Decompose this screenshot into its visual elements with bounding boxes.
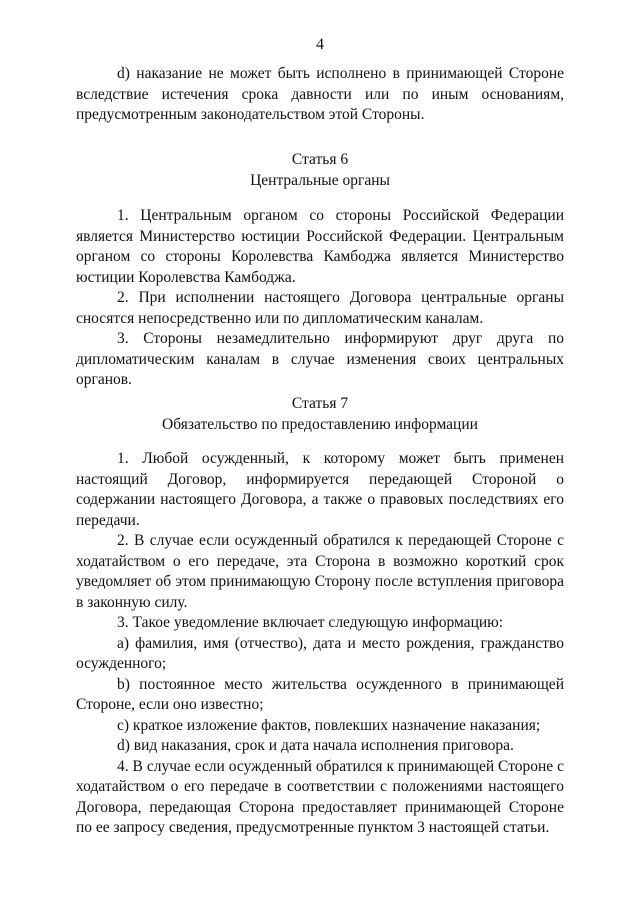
article-7-item-b: b) постоянное место жительства осужденного в принимающей Стороне, если оно известно;: [76, 675, 564, 713]
intro-section: [76, 64, 564, 126]
article-7-body: [76, 449, 564, 839]
article-6-heading: [0, 150, 640, 191]
article-6-title: Центральные органы: [250, 171, 390, 189]
article-6-paragraph-3: 3. Стороны незамедлительно информируют друг друга по дипломатическим каналам в случае изменения своих центральных органов.: [76, 330, 564, 388]
article-7-heading: [0, 394, 640, 435]
article-7-item-a: a) фамилия, имя (отчество), дата и место рождения, гражданство осужденного;: [76, 634, 564, 672]
page-number: 4: [316, 36, 324, 53]
article-7-paragraph-4: 4. В случае если осужденный обратился к принимающей Стороне с ходатайством о его передаче в соответствии с положениями настоящего Договора, передающая Сторона предоставляет принимающей Стороне по ее запросу сведения, предусмотренные пунктом 3 настоящей статьи.: [76, 757, 564, 836]
article-6-number: Статья 6: [291, 151, 349, 168]
article-7-paragraph-1: 1. Любой осужденный, к которому может быть применен настоящий Договор, информируется передающей Стороной о содержании настоящего Договора, а также о правовых последствиях его передачи.: [76, 450, 564, 529]
article-6-body: [76, 206, 564, 391]
intro-item-d: d) наказание не может быть исполнено в принимающей Стороне вследствие истечения срока давности или по иным основаниям, предусмотренным законодательством этой Стороны.: [76, 65, 564, 123]
article-7-item-c: c) краткое изложение фактов, повлекших назначение наказания;: [117, 716, 541, 734]
article-7-paragraph-3: 3. Такое уведомление включает следующую информацию:: [117, 614, 504, 631]
article-7-item-d: d) вид наказания, срок и дата начала исполнения приговора.: [117, 737, 514, 754]
article-6-paragraph-2: 2. При исполнении настоящего Договора центральные органы сносятся непосредственно или по дипломатическим каналам.: [76, 289, 564, 327]
article-6-paragraph-1: 1. Центральным органом со стороны Российской Федерации является Министерство юстиции Российской Федерации. Центральным органом со стороны Королевства Камбоджа является Министерство юстиции Королевства Камбоджа.: [76, 207, 564, 286]
article-7-number: Статья 7: [291, 395, 349, 412]
article-7-title: Обязательство по предоставлению информации: [162, 415, 478, 433]
article-7-paragraph-2: 2. В случае если осужденный обратился к передающей Стороне с ходатайством о его передаче, эта Сторона в возможно короткий срок уведомляет об этом принимающую Сторону после вступления приговора в законную силу.: [76, 532, 564, 611]
